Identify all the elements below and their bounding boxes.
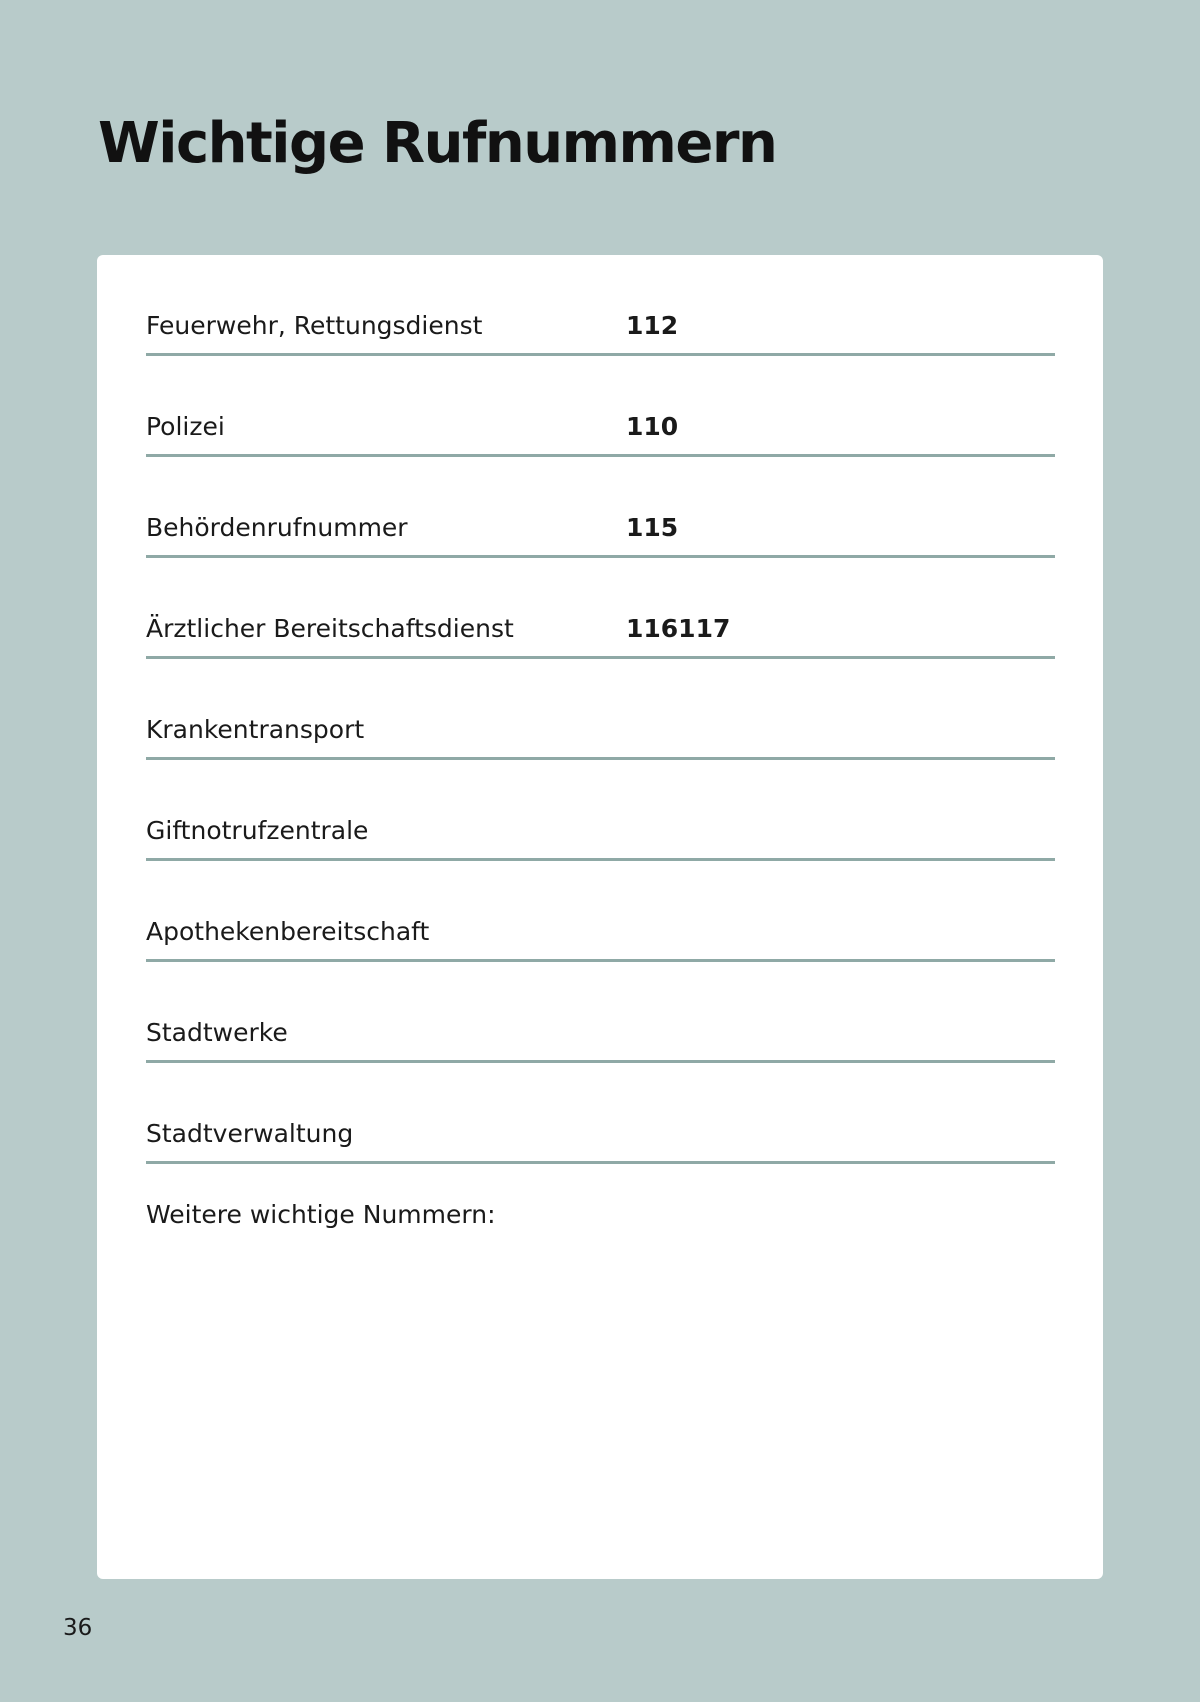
entry-number: 116117 [626, 614, 731, 643]
entry-label: Apothekenbereitschaft [146, 917, 430, 946]
entry-label: Ärztlicher Bereitschaftsdienst [146, 614, 514, 643]
entry-label: Krankentransport [146, 715, 365, 744]
list-item-krankentransport [146, 659, 1055, 760]
page-title: Wichtige Rufnummern [98, 111, 777, 176]
list-item-giftnotrufzentrale [146, 760, 1055, 861]
list-item-stadtwerke [146, 962, 1055, 1063]
list-item-polizei [146, 356, 1055, 457]
page-number: 36 [63, 1615, 93, 1641]
list-item-stadtverwaltung [146, 1063, 1055, 1164]
phone-number-list [146, 255, 1055, 1284]
entry-number: 115 [626, 513, 679, 542]
phone-number-card [97, 255, 1103, 1579]
entry-number: 110 [626, 412, 679, 441]
entry-label: Polizei [146, 412, 225, 441]
list-item-apothekenbereitschaft [146, 861, 1055, 962]
entry-number: 112 [626, 311, 679, 340]
entry-label: Stadtverwaltung [146, 1119, 354, 1148]
entry-label: Giftnotrufzentrale [146, 816, 369, 845]
list-item-further-numbers [146, 1164, 1055, 1284]
list-item-feuerwehr [146, 255, 1055, 356]
further-numbers-label: Weitere wichtige Nummern: [146, 1200, 496, 1229]
entry-label: Feuerwehr, Rettungsdienst [146, 311, 483, 340]
entry-label: Behördenrufnummer [146, 513, 408, 542]
list-item-bereitschaftsdienst [146, 558, 1055, 659]
list-item-behoerdenrufnummer [146, 457, 1055, 558]
entry-label: Stadtwerke [146, 1018, 288, 1047]
